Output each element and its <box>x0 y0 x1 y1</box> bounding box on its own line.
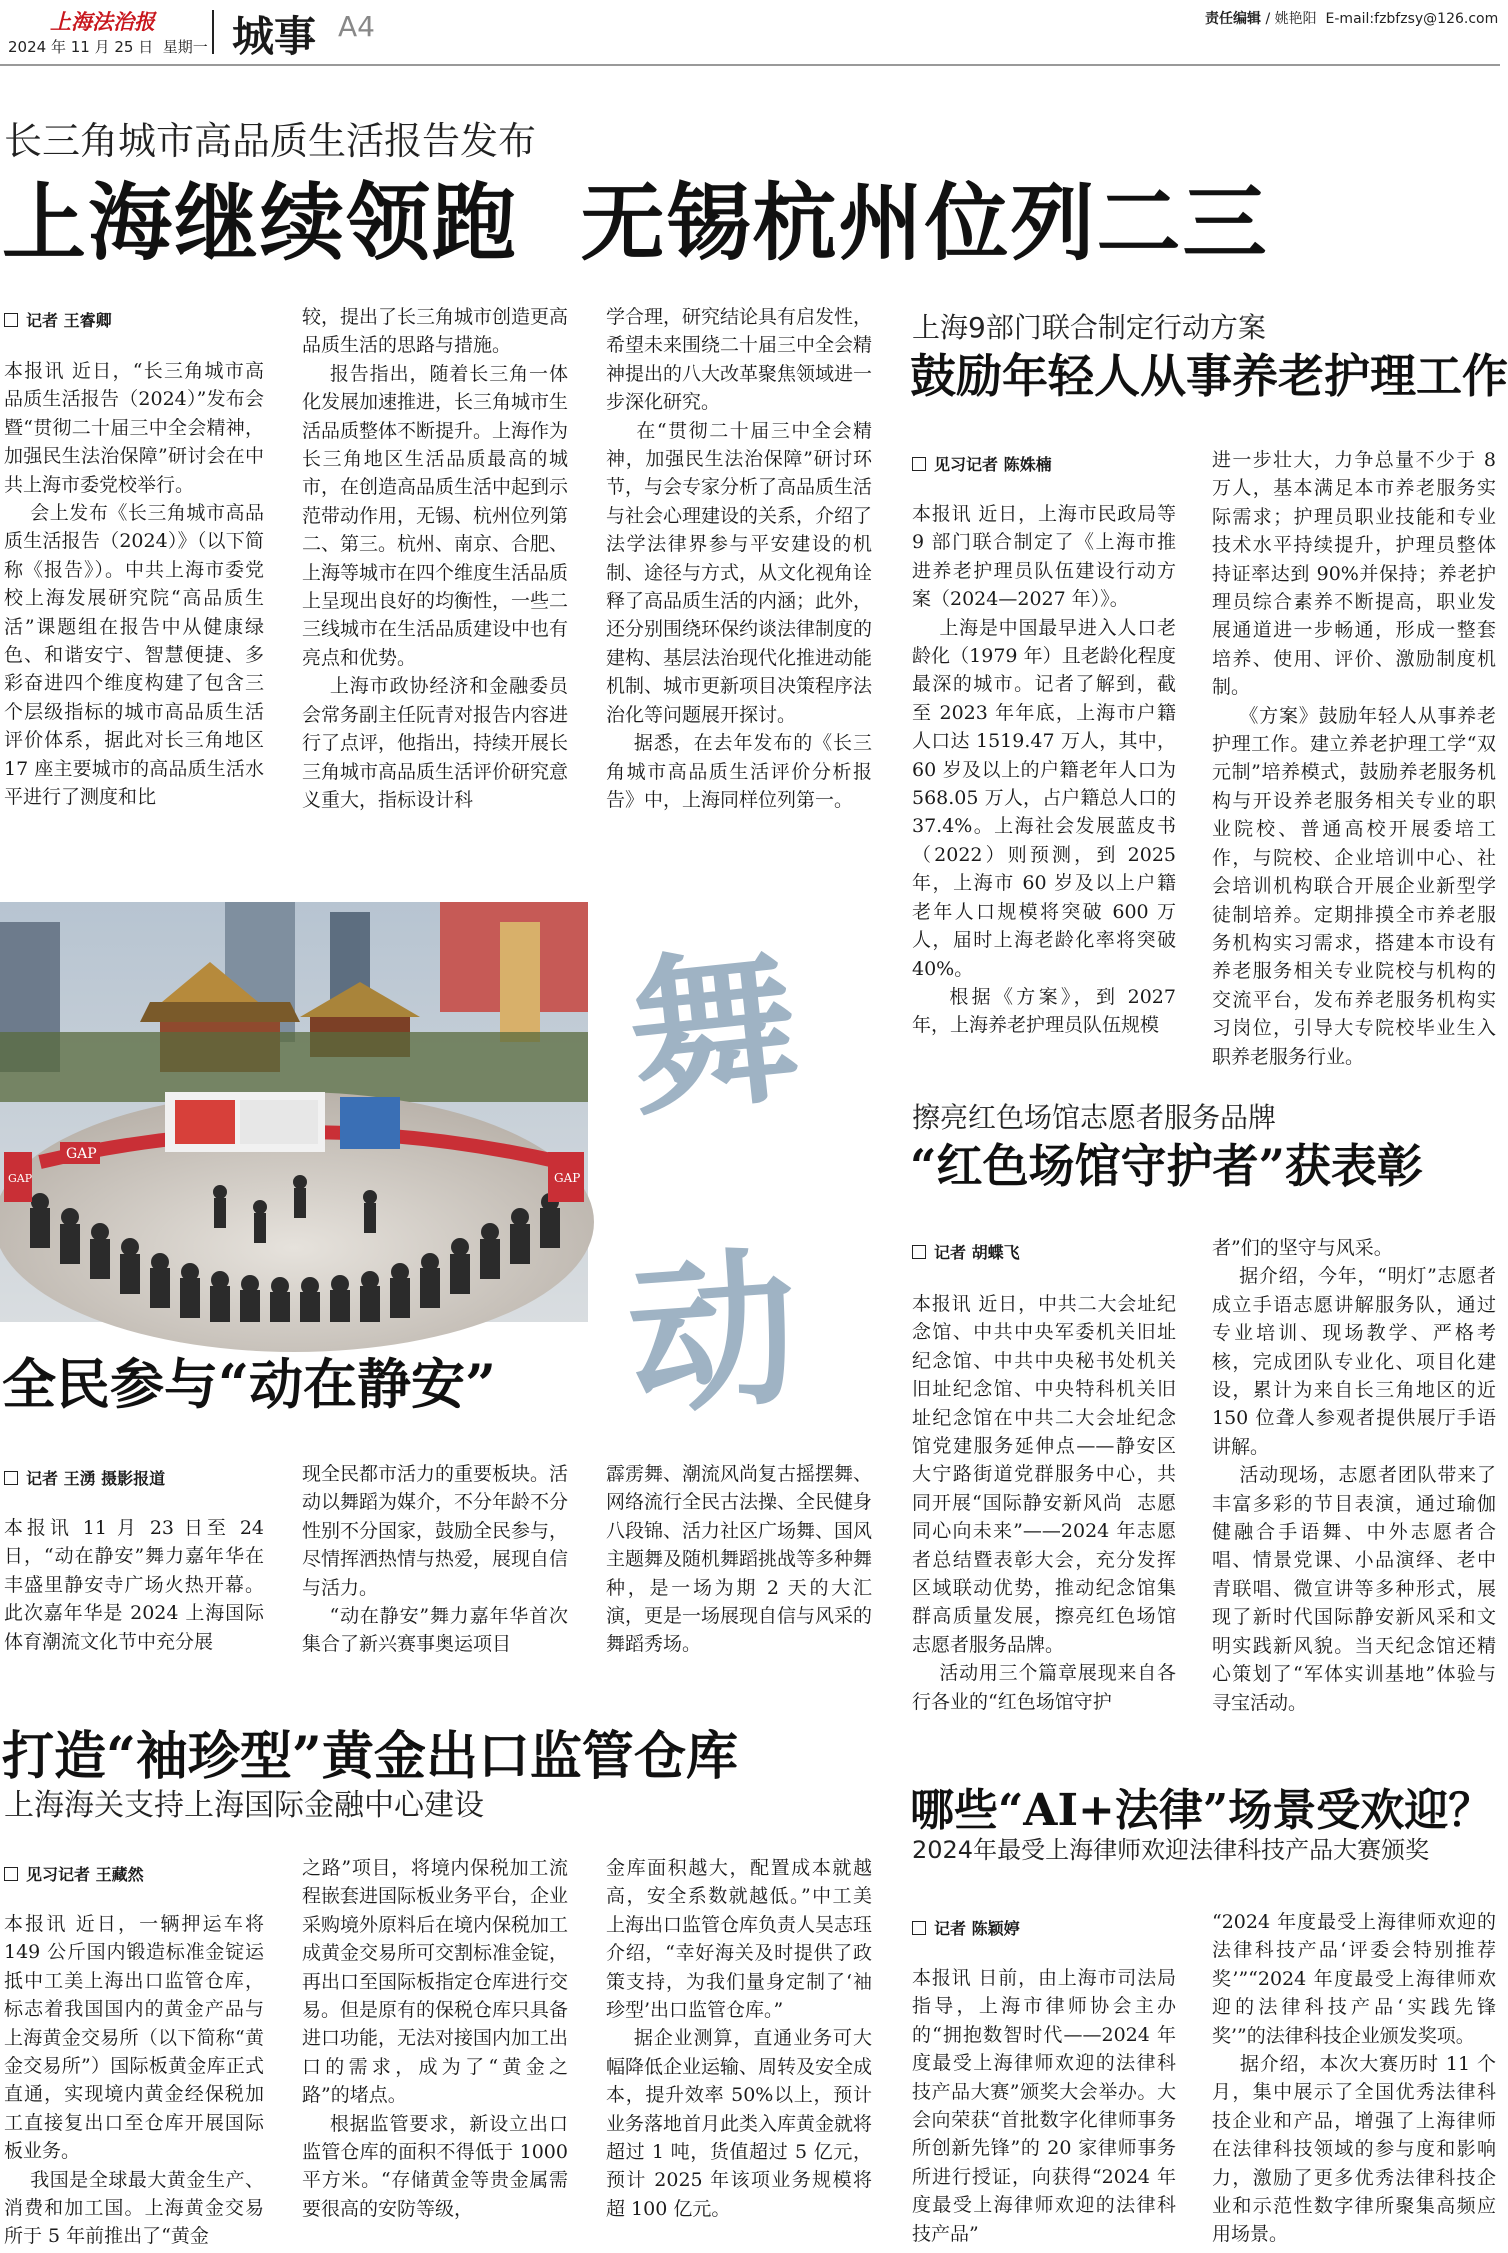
byline-square-icon <box>4 1471 18 1485</box>
calligraphy-dong: 动 <box>622 1228 804 1438</box>
byline-square-icon <box>912 457 926 471</box>
photo-story-col3: 霹雳舞、潮流风尚复古摇摆舞、网络流行全民古法操、全民健身八段锦、活力社区广场舞、国风主题舞及随机舞蹈挑战等多种舞种，是一场为期 2 天的大汇演，更是一场展现自信与风采的舞蹈秀场。 <box>606 1463 873 1656</box>
editor-name: 姚艳阳 <box>1274 11 1317 27</box>
article3-col2: 者”们的坚守与风采。 据介绍，今年，“明灯”志愿者成立手语志愿讲解服务队，通过专业培训、现场教学、严格考核，完成团队专业化、项目化建设，累计为来自长三角地区的近 150 位聋人参观者提供展厅手语讲解。 活动现场，志愿者团队带来了丰富多彩的节目表演，通过瑜伽健融合手语舞、中外志愿者合唱、情景党课、小品演绎、老中青联唱、微宣讲等多种形式，展现了新时代国际静安新风采和文明实践新风貌。当天纪念馆还精心策划了“军体实训基地”体验与寻宝活动。 <box>1212 1237 1496 1714</box>
article5-headline: 哪些“AI+法律”场景受欢迎？ <box>910 1785 1493 1836</box>
byline-square-icon <box>4 1867 18 1881</box>
photo-sign-3: GAP <box>554 1171 581 1185</box>
article2-kicker: 上海9部门联合制定行动方案 <box>912 311 1266 344</box>
byline-text: 记者 王湧 摄影报道 <box>26 1469 166 1488</box>
article5-subhead: 2024年最受上海律师欢迎法律科技产品大赛颁奖 <box>912 1836 1430 1864</box>
dance-carnival-photo[interactable] <box>0 902 588 1322</box>
article4-col1: 本报讯 近日，一辆押运车将 149 公斤国内锻造标准金锭运抵中工美上海出口监管仓库，标志着我国国内的黄金产品与上海黄金交易所（以下简称“黄金交易所”）国际板黄金库正式直通，实现境内黄金经保税加工直接复出口至仓库开展国际板业务。 我国是全球最大黄金生产、消费和加工国。上海黄金交易所于 5 年前推出了“黄金 <box>4 1913 264 2248</box>
article1-col3: 学合理，研究结论具有启发性，希望未来围绕二十届三中全会精神提出的八大改革聚焦领域进一步深化研究。 在“贯彻二十届三中全会精神，加强民生法治保障”研讨环节，与会专家分析了高品质生活与社会心理建设的关系，介绍了法学法律界参与平安建设的机制、途径与方式，从文化视角诠释了高品质生活的内涵；此外，还分别围绕环保约谈法律制度的建构、基层法治现代化推进动能机制、城市更新项目决策程序法治化等问题展开探讨。 据悉，在去年发布的《长三角城市高品质生活评价分析报告》中，上海同样位列第一。 <box>606 306 873 811</box>
article3-headline: “红色场馆守护者”获表彰 <box>910 1139 1423 1193</box>
photo-illustration <box>0 902 588 1322</box>
article2-col2: 进一步壮大，力争总量不少于 8 万人，基本满足本市养老服务实际需求；护理员职业技能和专业技术水平持续提升，护理员整体持证率达到 90%并保持；养老护理员综合素养不断提高，职业发展通道进一步畅通，形成一整套培养、使用、评价、激励制度机制。 《方案》鼓励年轻人从事养老护理工作。建立养老护理工学“双元制”培养模式，鼓励养老服务机构与开设养老服务相关专业的职业院校、普通高校开展委培工作，与院校、企业培训中心、社会培训机构联合开展企业新型学徒制培养。定期排摸全市养老服务机构实习需求，搭建本市设有养老服务相关专业院校与机构的交流平台，发布养老服务机构实习岗位，引导大专院校毕业生入职养老服务行业。 <box>1212 449 1496 1068</box>
photo-story-byline <box>4 1466 165 1489</box>
article4-byline <box>4 1862 144 1885</box>
article4-subhead: 上海海关支持上海国际金融中心建设 <box>4 1788 484 1823</box>
article5-col1: 本报讯 日前，由上海市司法局指导，上海市律师协会主办的“拥抱数智时代——2024 年度最受上海律师欢迎的法律科技产品大赛”颁奖大会举办。大会向荣获“首批数字化律师事务所创新先锋”的 20 家律师事务所进行授证，向获得“2024 年度最受上海律师欢迎的法律科技产品” <box>912 1967 1176 2245</box>
masthead-rule <box>0 64 1500 66</box>
article1-headline: 上海继续领跑 无锡杭州位列二三 <box>2 173 1269 272</box>
masthead-divider <box>212 10 214 54</box>
article1-col2: 较，提出了长三角城市创造更高品质生活的思路与措施。 报告指出，随着长三角一体化发展加速推进，长三角城市生活品质整体不断提升。上海作为长三角地区生活品质最高的城市，在创造高品质生活中起到示范带动作用，无锡、杭州位列第二、第三。杭州、南京、合肥、上海等城市在四个维度生活品质上呈现出良好的均衡性，一些二三线城市在生活品质建设中也有亮点和优势。 上海市政协经济和金融委员会常务副主任阮青对报告内容进行了点评，他指出，持续开展长三角城市高品质生活评价研究意义重大，指标设计科 <box>302 306 569 811</box>
byline-square-icon <box>912 1921 926 1935</box>
issue-date <box>8 36 208 57</box>
article1-col1: 本报讯 近日，“长三角城市高品质生活报告（2024）”发布会暨“贯彻二十届三中全会精神，加强民生法治保障”研讨会在中共上海市委党校举行。 会上发布《长三角城市高品质生活报告（2024）》（以下简称《报告》）。中共上海市委党校上海发展研究院“高品质生活”课题组在报告中从健康绿色、和谐安宁、智慧便捷、多彩奋进四个维度构建了包含三个层级指标的城市高品质生活评价体系，据此对长三角地区 17 座主要城市的高品质生活水平进行了测度和比 <box>4 360 264 809</box>
article5-col2: “2024 年度最受上海律师欢迎的法律科技产品‘评委会特别推荐奖’”“2024 年度最受上海律师欢迎的法律科技产品‘实践先锋奖’”的法律科技企业颁发奖项。 据介绍，本次大赛历时 11 个月，集中展示了全国优秀法律科技企业和产品，增强了上海律师在法律科技领域的参与度和影响力，激励了更多优秀法律科技企业和示范性数字律所聚集高频应用场景。 <box>1212 1911 1496 2246</box>
photo-story-col1: 本报讯 11 月 23 日至 24 日，“动在静安”舞力嘉年华在丰盛里静安寺广场火热开幕。此次嘉年华是 2024 上海国际体育潮流文化节中充分展 <box>4 1517 271 1653</box>
calligraphy-wu: 舞 <box>619 925 808 1141</box>
article1-byline <box>4 308 112 331</box>
newspaper-logo[interactable]: 上海法治报 <box>50 9 155 34</box>
photo-story-headline: 全民参与“动在静安” <box>2 1352 497 1416</box>
article5-byline <box>912 1916 1020 1939</box>
article2-col1: 本报讯 近日，上海市民政局等 9 部门联合制定了《上海市推进养老护理员队伍建设行动方案（2024—2027 年）》。 上海是中国最早进入人口老龄化（1979 年）且老龄化程度最深的城市。记者了解到，截至 2023 年年底，上海市户籍人口达 1519.47 万人，其中，60 岁及以上的户籍老年人口为 568.05 万人，占户籍总人口的 37.4%。上海社会发展蓝皮书（2022）则预测，到 2025 年，上海市 60 岁及以上户籍老年人口规模将突破 600 万人，届时上海老龄化率将突破 40%。 根据《方案》，到 2027 年，上海养老护理员队伍规模 <box>912 503 1176 1037</box>
article2-headline: 鼓励年轻人从事养老护理工作 <box>910 349 1508 403</box>
byline-text: 见习记者 陈姝楠 <box>934 455 1052 474</box>
photo-sign-2: GAP <box>8 1172 33 1185</box>
article3-col1: 本报讯 近日，中共二大会址纪念馆、中共中央军委机关旧址纪念馆、中共中央秘书处机关旧址纪念馆、中央特科机关旧址纪念馆在中共二大会址纪念馆党建服务延伸点——静安区大宁路街道党群服务中心，共同开展“国际静安新风尚 志愿同心向未来”——2024 年志愿者总结暨表彰大会，充分发挥区域联动优势，推动纪念馆集群高质量发展，擦亮红色场馆志愿者服务品牌。 活动用三个篇章展现来自各行各业的“红色场馆守护 <box>912 1293 1176 1713</box>
section-name: 城事 <box>232 12 317 61</box>
article3-kicker: 擦亮红色场馆志愿者服务品牌 <box>912 1101 1277 1134</box>
photo-sign-1: GAP <box>66 1146 97 1162</box>
page-number: A4 <box>338 10 375 43</box>
article2-byline <box>912 452 1052 475</box>
editor-label: 责任编辑 <box>1205 11 1261 27</box>
editor-email[interactable]: E-mail:fzbfzsy@126.com <box>1325 11 1499 27</box>
article1-kicker: 长三角城市高品质生活报告发布 <box>4 119 537 163</box>
masthead <box>0 0 1500 64</box>
byline-text: 见习记者 王藏然 <box>26 1865 144 1884</box>
article4-col3: 金库面积越大，配置成本就越高，安全系数就越低。”中工美上海出口监管仓库负责人吴志珏介绍，“幸好海关及时提供了政策支持，为我们量身定制了‘袖珍型’出口监管仓库。” 据企业测算，直通业务可大幅降低企业运输、周转及安全成本，提升效率 50%以上，预计业务落地首月此类入库黄金就将超过 1 吨，货值超过 5 亿元，预计 2025 年该项业务规模将超 100 亿元。 <box>606 1857 873 2220</box>
editor-info: 责任编辑 / 姚艳阳 E-mail:fzbfzsy@126.com <box>1205 11 1499 27</box>
weekday-text: 星期一 <box>162 38 208 56</box>
date-text: 2024 年 11 月 25 日 <box>8 38 154 56</box>
byline-text: 记者 胡蝶飞 <box>934 1243 1020 1262</box>
photo-story-col2: 现全民都市活力的重要板块。活动以舞蹈为媒介，不分年龄不分性别不分国家，鼓励全民参与，尽情挥洒热情与热爱，展现自信与活力。 “动在静安”舞力嘉年华首次集合了新兴赛事奥运项目 <box>302 1463 569 1656</box>
byline-text: 记者 陈颖婷 <box>934 1919 1020 1938</box>
byline-square-icon <box>4 313 18 327</box>
article4-headline: 打造“袖珍型”黄金出口监管仓库 <box>2 1726 738 1787</box>
article3-byline <box>912 1240 1020 1263</box>
byline-square-icon <box>912 1245 926 1259</box>
article4-col2: 之路”项目，将境内保税加工流程嵌套进国际板业务平台，企业采购境外原料后在境内保税加工成黄金交易所可交割标准金锭，再出口至国际板指定仓库进行交易。但是原有的保税仓库只具备进口功能，无法对接国内加工出口的需求，成为了“黄金之路”的堵点。 根据监管要求，新设立出口监管仓库的面积不得低于 1000 平方米。“存储黄金等贵金属需要很高的安防等级， <box>302 1857 569 2220</box>
byline-text: 记者 王睿卿 <box>26 311 112 330</box>
